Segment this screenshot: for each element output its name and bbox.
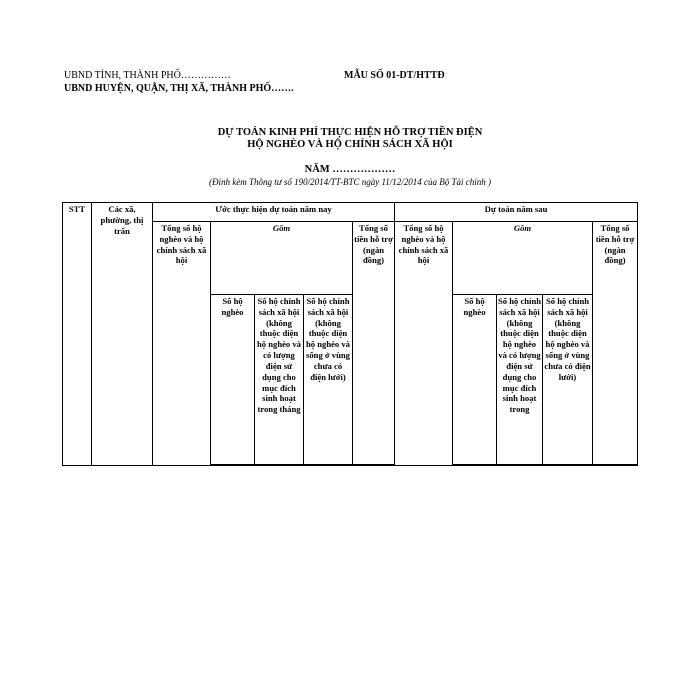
next-year-header: Dự toán năm sau: [395, 203, 638, 222]
current-spacer: [211, 465, 395, 466]
document-title-line2: HỘ NGHÈO VÀ HỘ CHÍNH SÁCH XÃ HỘI: [247, 139, 453, 150]
document-title-line1: DỰ TOÁN KINH PHÍ THỰC HIỆN HỖ TRỢ TIỀN ĐIỆN: [217, 127, 483, 138]
district-header: UBND HUYỆN, QUẬN, THỊ XÃ, THÀNH PHỐ…….: [64, 83, 294, 94]
current-policy-no-grid-header: Số hộ chính sách xã hội (không thuộc diện hộ nghèo và sống ở vùng chưa có điện lưới): [304, 295, 353, 465]
next-total-money-header: Tổng số tiền hỗ trợ (ngàn đồng): [593, 222, 638, 465]
next-including-header: Gồm: [453, 222, 593, 295]
document-note: (Đính kèm Thông tư số 190/2014/TT-BTC ngày 11/12/2014 của Bộ Tài chính ): [208, 177, 492, 187]
budget-table: [62, 202, 638, 466]
current-poor-households-header: Số hộ nghèo: [211, 295, 255, 465]
stt-header: STT: [63, 203, 92, 466]
next-policy-no-grid-header: Số hộ chính sách xã hội (không thuộc diện hộ nghèo và sống ở vùng chưa có điện lưới): [543, 295, 593, 465]
current-total-households-header: Tổng số hộ nghèo và hộ chính sách xã hội: [153, 222, 211, 466]
current-including-header: Gồm: [211, 222, 353, 295]
form-number: MẪU SỐ 01-DT/HTTĐ: [344, 70, 445, 81]
next-total-households-header: Tổng số hộ nghèo và hộ chính sách xã hội: [395, 222, 453, 466]
next-poor-households-header: Số hộ nghèo: [453, 295, 497, 465]
next-spacer: [453, 465, 638, 466]
commune-header: Các xã, phường, thị trấn: [92, 203, 153, 466]
document-year: NĂM ………………: [304, 164, 396, 175]
next-policy-with-power-header: Số hộ chính sách xã hội (không thuộc diện hộ nghèo và có lượng điện sử dụng cho mục đích sinh hoạt trong: [497, 295, 543, 465]
province-header: UBND TỈNH, THÀNH PHỐ……………: [64, 70, 231, 81]
current-total-money-header: Tổng số tiền hỗ trợ (ngàn đồng): [353, 222, 395, 465]
current-policy-with-power-header: Số hộ chính sách xã hội (không thuộc diện hộ nghèo và có lượng điện sử dụng cho mục đích sinh hoạt trong tháng: [255, 295, 304, 465]
current-year-header: Ước thực hiện dự toán năm nay: [153, 203, 395, 222]
